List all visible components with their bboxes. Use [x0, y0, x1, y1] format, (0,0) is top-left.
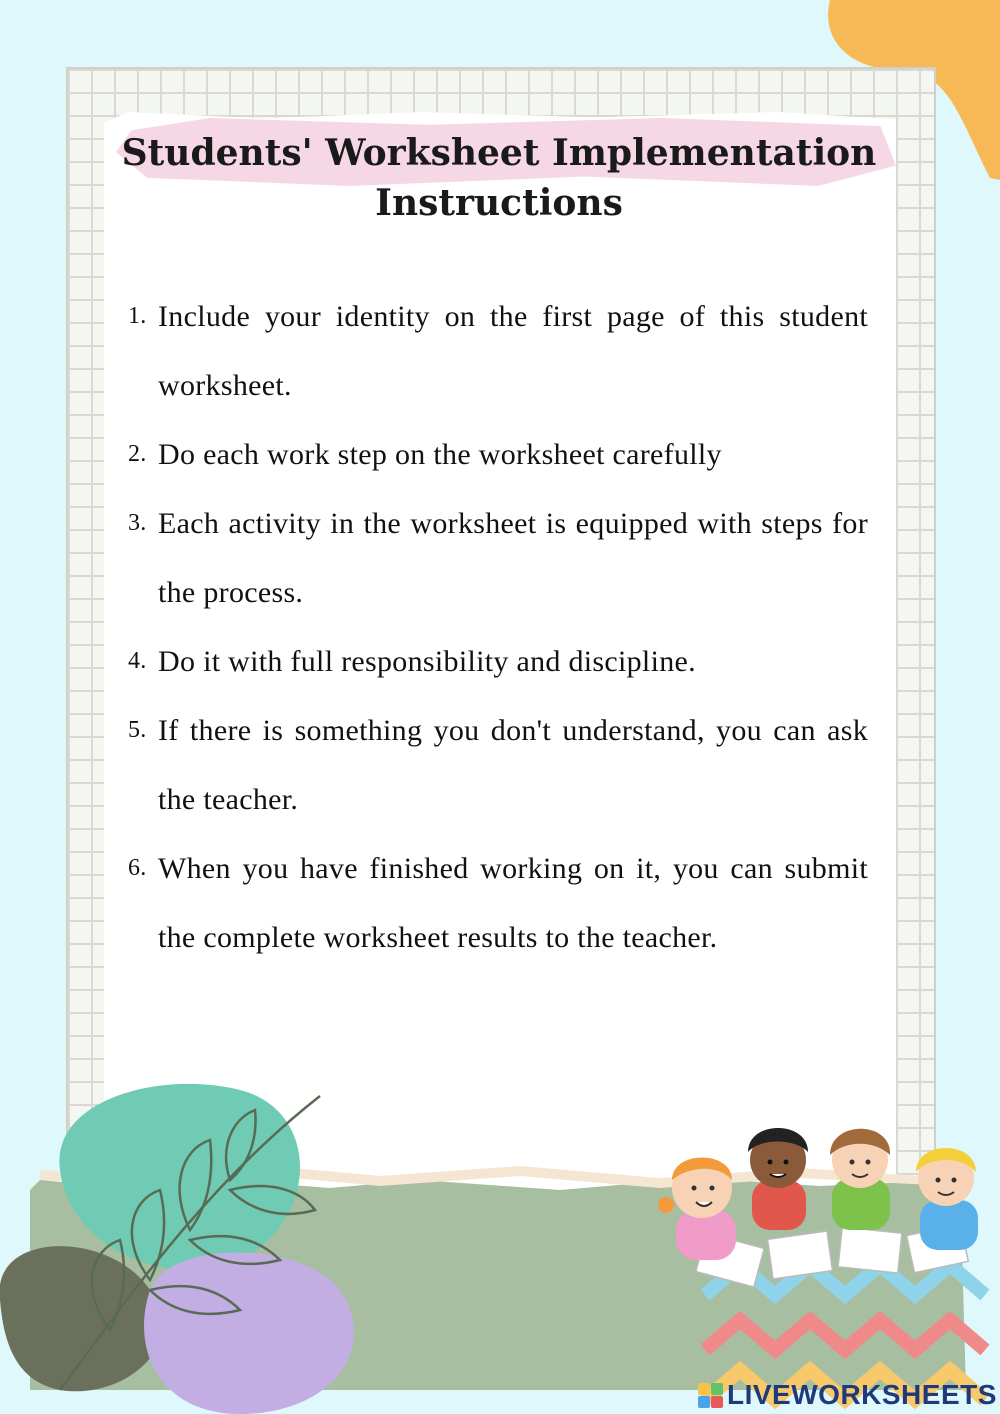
- instruction-number: 5.: [128, 717, 147, 743]
- instruction-item: [128, 627, 868, 696]
- instruction-number: 3.: [128, 510, 147, 536]
- instruction-text: When you have finished working on it, you can submit the complete worksheet results to the teacher.: [158, 852, 868, 954]
- page-title: [104, 128, 894, 228]
- instruction-number: 2.: [128, 441, 147, 467]
- instruction-text: Do each work step on the worksheet carefully: [158, 438, 722, 471]
- logo-text: LIVEWORKSHEETS: [727, 1379, 997, 1410]
- instruction-text: Include your identity on the first page of this student worksheet.: [158, 300, 868, 402]
- instruction-number: 4.: [128, 648, 147, 674]
- title-line-1: Students' Worksheet Implementation: [121, 132, 877, 174]
- instruction-text: If there is something you don't understand, you can ask the teacher.: [158, 714, 868, 816]
- liveworksheets-logo[interactable]: [698, 1378, 997, 1412]
- instruction-item: [128, 282, 868, 420]
- instruction-item: [128, 489, 868, 627]
- instruction-list: [128, 282, 868, 972]
- instruction-item: [128, 696, 868, 834]
- instruction-item: [128, 420, 868, 489]
- instruction-item: [128, 834, 868, 972]
- instruction-text: Each activity in the worksheet is equipped with steps for the process.: [158, 507, 868, 609]
- instruction-number: 6.: [128, 855, 147, 881]
- instruction-number: 1.: [128, 303, 147, 329]
- instruction-text: Do it with full responsibility and discipline.: [158, 645, 696, 678]
- title-line-2: Instructions: [375, 182, 623, 224]
- liveworksheets-logo-icon: [698, 1383, 723, 1408]
- bottom-decoration: [0, 1060, 1000, 1414]
- lavender-blob: [144, 1253, 354, 1414]
